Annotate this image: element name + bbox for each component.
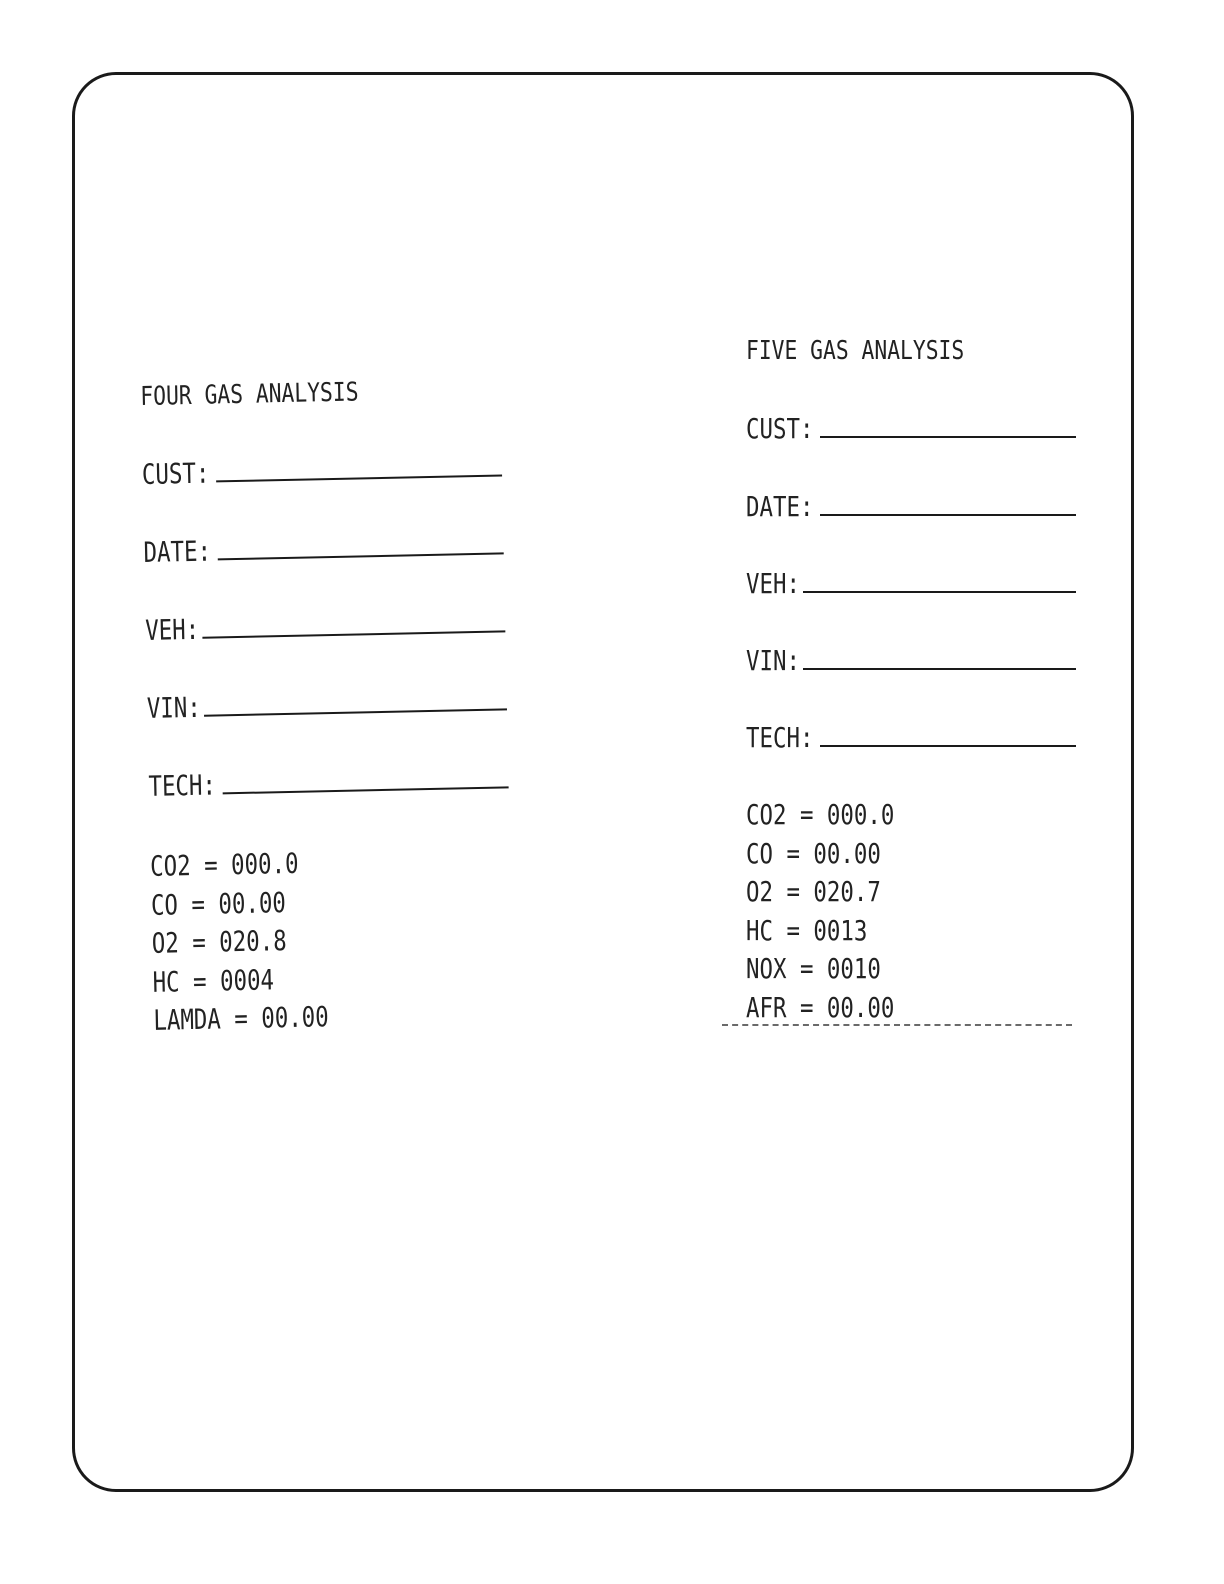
tech-label: TECH: <box>148 768 217 803</box>
five-gas-veh-field <box>746 567 1076 601</box>
five-gas-cust-field <box>746 412 1076 446</box>
reading-co2: CO2 = 000.0 <box>746 798 895 831</box>
tech-blank-line <box>820 745 1076 747</box>
tech-label: TECH: <box>746 721 814 754</box>
reading-afr: AFR = 00.00 <box>746 990 895 1024</box>
reading-o2: O2 = 020.8 <box>151 924 287 960</box>
cust-label: CUST: <box>141 456 210 491</box>
date-label: DATE: <box>143 534 212 569</box>
reading-hc: HC = 0004 <box>152 962 275 999</box>
four-gas-readings <box>150 840 514 1040</box>
four-gas-printout <box>140 372 514 1040</box>
tech-blank-line <box>223 786 509 794</box>
veh-blank-line <box>203 630 506 638</box>
five-gas-readings <box>746 796 1076 1027</box>
vin-label: VIN: <box>746 644 800 677</box>
vin-label: VIN: <box>146 690 202 725</box>
five-gas-date-field <box>746 490 1076 524</box>
five-gas-tech-field <box>746 721 1076 755</box>
veh-blank-line <box>803 591 1076 593</box>
date-label: DATE: <box>746 490 814 523</box>
five-gas-title: FIVE GAS ANALYSIS <box>746 336 965 366</box>
reading-co: CO = 00.00 <box>150 885 287 922</box>
veh-label: VEH: <box>144 612 200 647</box>
paper-tear-edge <box>722 1024 1072 1026</box>
veh-label: VEH: <box>746 567 800 600</box>
vin-blank-line <box>803 668 1076 670</box>
reading-hc: HC = 0013 <box>746 913 868 947</box>
cust-blank-line <box>820 436 1076 438</box>
five-gas-vin-field <box>746 644 1076 678</box>
date-blank-line <box>820 514 1076 516</box>
cust-blank-line <box>216 474 502 482</box>
vin-blank-line <box>204 708 507 716</box>
cust-label: CUST: <box>746 412 814 445</box>
reading-co2: CO2 = 000.0 <box>149 846 299 883</box>
date-blank-line <box>218 552 504 560</box>
reading-o2: O2 = 020.7 <box>746 875 881 908</box>
four-gas-title: FOUR GAS ANALYSIS <box>140 377 359 412</box>
five-gas-printout <box>746 334 1076 1027</box>
reading-co: CO = 00.00 <box>746 836 881 870</box>
reading-nox: NOX = 0010 <box>746 952 881 985</box>
reading-lamda: LAMDA = 00.00 <box>153 1000 330 1037</box>
